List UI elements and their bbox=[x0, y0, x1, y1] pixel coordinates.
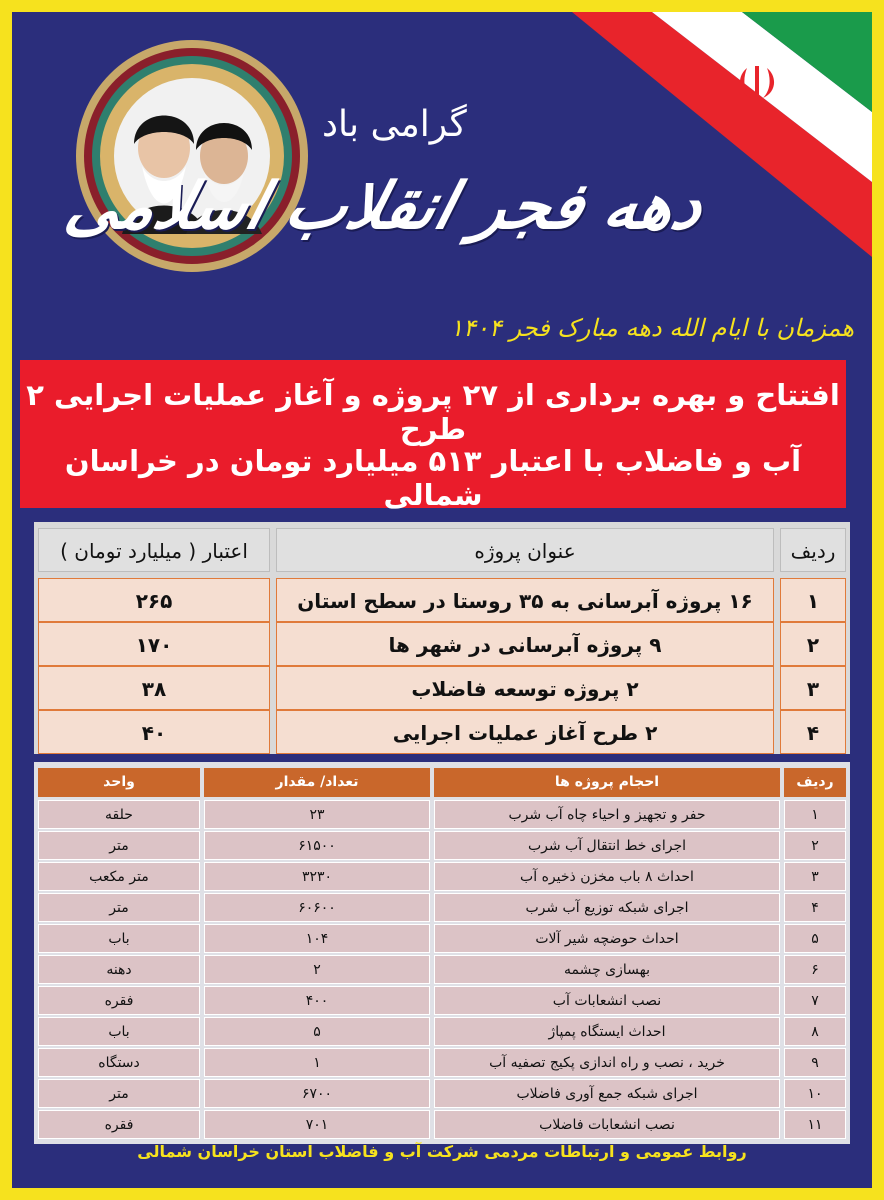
row-title: ۱۶ پروژه آبرسانی به ۳۵ روستا در سطح استان bbox=[276, 578, 774, 622]
headline-banner bbox=[20, 360, 846, 512]
row-title: ۹ پروژه آبرسانی در شهر ها bbox=[276, 622, 774, 666]
headline-line-1: افتتاح و بهره برداری از ۲۷ پروژه و آغاز عملیات اجرایی ۲ طرح bbox=[26, 378, 840, 446]
row-idx: ۲ bbox=[780, 622, 846, 666]
row-count: ۲ bbox=[204, 955, 430, 984]
row-unit: باب bbox=[38, 924, 200, 953]
row-unit: دستگاه bbox=[38, 1048, 200, 1077]
row-title: احداث ۸ باب مخزن ذخیره آب bbox=[434, 862, 780, 891]
header-title: عنوان پروژه bbox=[276, 528, 774, 572]
greeting-text: گرامی باد bbox=[322, 104, 467, 145]
row-count: ۵ bbox=[204, 1017, 430, 1046]
row-unit: متر مکعب bbox=[38, 862, 200, 891]
row-title: نصب انشعابات فاضلاب bbox=[434, 1110, 780, 1139]
row-value: ۲۶۵ bbox=[38, 578, 270, 622]
row-count: ۴۰۰ bbox=[204, 986, 430, 1015]
table-row bbox=[38, 800, 846, 829]
row-title: حفر و تجهیز و احیاء چاه آب شرب bbox=[434, 800, 780, 829]
table-row bbox=[38, 622, 846, 666]
row-unit: متر bbox=[38, 893, 200, 922]
row-idx: ۱۱ bbox=[784, 1110, 846, 1139]
row-idx: ۴ bbox=[780, 710, 846, 754]
table-row bbox=[38, 862, 846, 891]
row-value: ۱۷۰ bbox=[38, 622, 270, 666]
row-title: نصب انشعابات آب bbox=[434, 986, 780, 1015]
header-idx: ردیف bbox=[784, 768, 846, 797]
row-title: ۲ طرح آغاز عملیات اجرایی bbox=[276, 710, 774, 754]
row-idx: ۹ bbox=[784, 1048, 846, 1077]
row-count: ۳۲۳۰ bbox=[204, 862, 430, 891]
header-value: اعتبار ( میلیارد تومان ) bbox=[38, 528, 270, 572]
table-row bbox=[38, 1110, 846, 1139]
row-idx: ۳ bbox=[784, 862, 846, 891]
row-idx: ۶ bbox=[784, 955, 846, 984]
row-count: ۱ bbox=[204, 1048, 430, 1077]
table-row bbox=[38, 893, 846, 922]
headline-line-2: آب و فاضلاب با اعتبار ۵۱۳ میلیارد تومان در خراسان شمالی bbox=[64, 444, 802, 512]
row-idx: ۸ bbox=[784, 1017, 846, 1046]
table-row bbox=[38, 1079, 846, 1108]
row-idx: ۳ bbox=[780, 666, 846, 710]
row-count: ۶۱۵۰۰ bbox=[204, 831, 430, 860]
summary-table-header bbox=[38, 528, 846, 572]
occasion-text: همزمان با ایام الله دهه مبارک فجر ۱۴۰۴ bbox=[450, 314, 854, 342]
row-count: ۷۰۱ bbox=[204, 1110, 430, 1139]
table-row bbox=[38, 578, 846, 622]
table-row bbox=[38, 666, 846, 710]
row-count: ۶۷۰۰ bbox=[204, 1079, 430, 1108]
row-title: خرید ، نصب و راه اندازی پکیج تصفیه آب bbox=[434, 1048, 780, 1077]
row-idx: ۷ bbox=[784, 986, 846, 1015]
row-value: ۴۰ bbox=[38, 710, 270, 754]
row-unit: حلقه bbox=[38, 800, 200, 829]
row-unit: متر bbox=[38, 831, 200, 860]
row-title: احداث ایستگاه پمپاژ bbox=[434, 1017, 780, 1046]
row-count: ۶۰۶۰۰ bbox=[204, 893, 430, 922]
row-idx: ۵ bbox=[784, 924, 846, 953]
row-idx: ۱ bbox=[780, 578, 846, 622]
row-title: احداث حوضچه شیر آلات bbox=[434, 924, 780, 953]
table-row bbox=[38, 710, 846, 754]
row-count: ۲۳ bbox=[204, 800, 430, 829]
row-title: اجرای شبکه جمع آوری فاضلاب bbox=[434, 1079, 780, 1108]
row-idx: ۱۰ bbox=[784, 1079, 846, 1108]
poster bbox=[12, 12, 872, 1188]
header-count: تعداد/ مقدار bbox=[204, 768, 430, 797]
row-unit: متر bbox=[38, 1079, 200, 1108]
table-row bbox=[38, 955, 846, 984]
row-title: اجرای خط انتقال آب شرب bbox=[434, 831, 780, 860]
row-unit: فقره bbox=[38, 986, 200, 1015]
row-unit: فقره bbox=[38, 1110, 200, 1139]
header-unit: واحد bbox=[38, 768, 200, 797]
row-title: بهسازی چشمه bbox=[434, 955, 780, 984]
table-row bbox=[38, 1017, 846, 1046]
row-value: ۳۸ bbox=[38, 666, 270, 710]
volume-table bbox=[34, 762, 850, 1144]
volume-table-header bbox=[38, 768, 846, 797]
row-idx: ۱ bbox=[784, 800, 846, 829]
header-idx: ردیف bbox=[780, 528, 846, 572]
summary-table bbox=[34, 522, 850, 754]
table-row bbox=[38, 831, 846, 860]
row-unit: دهنه bbox=[38, 955, 200, 984]
footer-credit: روابط عمومی و ارتباطات مردمی شرکت آب و فاضلاب استان خراسان شمالی bbox=[137, 1142, 747, 1161]
table-row bbox=[38, 924, 846, 953]
row-idx: ۲ bbox=[784, 831, 846, 860]
table-row bbox=[38, 1048, 846, 1077]
row-unit: باب bbox=[38, 1017, 200, 1046]
row-title: اجرای شبکه توزیع آب شرب bbox=[434, 893, 780, 922]
calligraphy-title: دهه فجر انقلاب اسلامی bbox=[58, 169, 712, 244]
row-idx: ۴ bbox=[784, 893, 846, 922]
row-title: ۲ پروژه توسعه فاضلاب bbox=[276, 666, 774, 710]
row-count: ۱۰۴ bbox=[204, 924, 430, 953]
table-row bbox=[38, 986, 846, 1015]
header-title: احجام پروژه ها bbox=[434, 768, 780, 797]
